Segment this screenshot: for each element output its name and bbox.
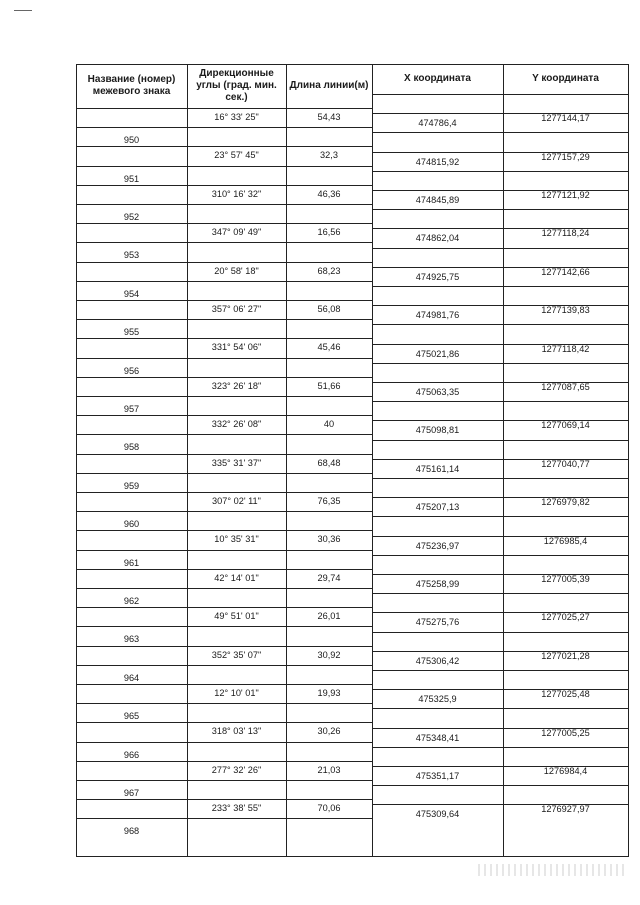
point-y: 1277005,25	[541, 728, 590, 738]
segment-length: 19,93	[317, 688, 341, 698]
row-line-right	[372, 401, 628, 402]
row-line-left	[76, 377, 372, 378]
point-x: 475275,76	[415, 617, 460, 627]
table-top-line	[76, 64, 629, 65]
row-line-left	[76, 550, 372, 551]
row-line-left	[76, 684, 372, 685]
point-name: 962	[123, 596, 140, 606]
row-line-left	[76, 530, 372, 531]
point-name: 955	[123, 327, 140, 337]
row-line-right	[372, 632, 628, 633]
header-x: X координата	[404, 73, 471, 84]
row-line-left	[76, 185, 372, 186]
row-line-left	[76, 204, 372, 205]
row-line-left	[76, 319, 372, 320]
header-angles: Дирекционные углы (град. мин. сек.)	[196, 68, 277, 103]
row-line-left	[76, 665, 372, 666]
segment-length: 30,36	[317, 534, 341, 544]
header-y: Y координата	[532, 73, 599, 84]
row-line-right	[372, 132, 628, 133]
point-name: 953	[123, 250, 140, 260]
row-line-left	[76, 300, 372, 301]
row-line-right	[372, 555, 628, 556]
segment-length: 51,66	[317, 381, 341, 391]
row-line-left	[76, 626, 372, 627]
point-name: 961	[123, 558, 140, 568]
header-length: Длина линии(м)	[289, 80, 369, 91]
point-y: 1277069,14	[541, 420, 590, 430]
point-x: 475207,13	[415, 502, 460, 512]
row-line-left	[76, 511, 372, 512]
point-name: 957	[123, 404, 140, 414]
point-x: 475325,9	[418, 694, 457, 704]
segment-angle: 16° 33' 25"	[214, 112, 259, 122]
point-y: 1277118,42	[541, 344, 590, 354]
segment-angle: 42° 14' 01"	[214, 573, 259, 583]
segment-angle: 331° 54' 06"	[211, 342, 262, 352]
segment-angle: 49° 51' 01"	[214, 611, 259, 621]
point-x: 475021,86	[415, 349, 460, 359]
segment-length: 70,06	[317, 803, 341, 813]
point-x: 475309,64	[415, 809, 460, 819]
segment-length: 30,92	[317, 650, 341, 660]
segment-length: 68,48	[317, 458, 341, 468]
point-y: 1276927,97	[541, 804, 590, 814]
row-line-left	[76, 588, 372, 589]
segment-length: 68,23	[317, 266, 341, 276]
point-name: 959	[123, 481, 140, 491]
row-line-left	[76, 569, 372, 570]
row-line-left	[76, 108, 372, 109]
segment-angle: 277° 32' 26"	[211, 765, 262, 775]
row-line-left	[76, 473, 372, 474]
point-y: 1277021,28	[541, 651, 590, 661]
row-line-left	[76, 434, 372, 435]
point-name: 964	[123, 673, 140, 683]
row-line-right	[372, 670, 628, 671]
row-line-left	[76, 281, 372, 282]
header-name: Название (номер) межевого знака	[87, 74, 176, 97]
segment-angle: 347° 09' 49"	[211, 227, 262, 237]
row-line-left	[76, 492, 372, 493]
point-x: 475258,99	[415, 579, 460, 589]
segment-angle: 20° 58' 18"	[214, 266, 259, 276]
segment-angle: 233° 38' 55"	[211, 803, 262, 813]
segment-length: 26,01	[317, 611, 341, 621]
point-y: 1276979,82	[541, 497, 590, 507]
row-line-left	[76, 223, 372, 224]
segment-angle: 10° 35' 31"	[214, 534, 259, 544]
segment-length: 29,74	[317, 573, 341, 583]
point-y: 1277121,92	[541, 190, 590, 200]
segment-angle: 23° 57' 45"	[214, 150, 259, 160]
row-line-left	[76, 358, 372, 359]
point-y: 1277025,48	[541, 689, 590, 699]
point-x: 475236,97	[415, 541, 460, 551]
point-y: 1276984,4	[543, 766, 588, 776]
row-line-right	[372, 593, 628, 594]
segment-length: 30,26	[317, 726, 341, 736]
row-line-right	[372, 478, 628, 479]
row-line-right	[372, 248, 628, 249]
point-name: 958	[123, 442, 140, 452]
row-line-right	[372, 324, 628, 325]
point-x: 475348,41	[415, 733, 460, 743]
segment-angle: 310° 16' 32"	[211, 189, 262, 199]
row-line-left	[76, 166, 372, 167]
segment-angle: 332° 26' 08"	[211, 419, 262, 429]
point-x: 474845,89	[415, 195, 460, 205]
point-y: 1277157,29	[541, 152, 590, 162]
row-line-left	[76, 703, 372, 704]
row-line-right	[372, 171, 628, 172]
segment-length: 46,36	[317, 189, 341, 199]
row-line-left	[76, 262, 372, 263]
row-line-left	[76, 780, 372, 781]
point-x: 474815,92	[415, 157, 460, 167]
row-line-left	[76, 607, 372, 608]
segment-length: 56,08	[317, 304, 341, 314]
point-name: 951	[123, 174, 140, 184]
row-line-left	[76, 454, 372, 455]
row-line-left	[76, 646, 372, 647]
point-name: 966	[123, 750, 140, 760]
row-line-right	[372, 209, 628, 210]
point-name: 950	[123, 135, 140, 145]
point-name: 965	[123, 711, 140, 721]
point-x: 475161,14	[415, 464, 460, 474]
point-x: 475063,35	[415, 387, 460, 397]
row-line-right	[372, 516, 628, 517]
segment-angle: 323° 26' 18"	[211, 381, 262, 391]
row-line-right	[372, 363, 628, 364]
segment-angle: 352° 35' 07"	[211, 650, 262, 660]
segment-length: 54,43	[317, 112, 341, 122]
point-y: 1277025,27	[541, 612, 590, 622]
point-name: 967	[123, 788, 140, 798]
row-line-left	[76, 396, 372, 397]
segment-length: 21,03	[317, 765, 341, 775]
point-name: 968	[123, 826, 140, 836]
point-y: 1277144,17	[541, 113, 590, 123]
segment-angle: 307° 02' 11"	[212, 496, 261, 506]
row-line-left	[76, 415, 372, 416]
row-line-right	[372, 747, 628, 748]
point-name: 952	[123, 212, 140, 222]
point-x: 475306,42	[415, 656, 460, 666]
point-x: 475351,17	[415, 771, 460, 781]
row-line-right	[372, 286, 628, 287]
point-y: 1277040,77	[541, 459, 590, 469]
point-y: 1277118,24	[541, 228, 590, 238]
segment-length: 76,35	[317, 496, 341, 506]
column-line	[628, 64, 629, 856]
point-x: 475098,81	[415, 425, 460, 435]
segment-length: 40	[323, 419, 335, 429]
point-x: 474981,76	[415, 310, 460, 320]
point-y: 1277142,66	[541, 267, 590, 277]
row-line-left	[76, 127, 372, 128]
row-line-left	[76, 818, 372, 819]
point-y: 1277087,65	[541, 382, 590, 392]
segment-angle: 318° 03' 13"	[211, 726, 262, 736]
segment-length: 45,46	[317, 342, 341, 352]
point-x: 474786,4	[418, 118, 457, 128]
row-line-right	[372, 440, 628, 441]
point-x: 474862,04	[415, 233, 460, 243]
row-line-left	[76, 722, 372, 723]
table-bottom-line	[76, 856, 629, 857]
point-name: 963	[123, 634, 140, 644]
point-name: 956	[123, 366, 140, 376]
scan-noise	[478, 864, 628, 876]
point-y: 1277139,83	[541, 305, 590, 315]
segment-length: 32,3	[320, 150, 338, 160]
row-line-left	[76, 146, 372, 147]
row-line-left	[76, 242, 372, 243]
point-name: 954	[123, 289, 140, 299]
segment-angle: 357° 06' 27"	[211, 304, 262, 314]
row-line-left	[76, 761, 372, 762]
row-line-right	[372, 785, 628, 786]
point-y: 1276985,4	[543, 536, 588, 546]
point-x: 474925,75	[415, 272, 460, 282]
point-name: 960	[123, 519, 140, 529]
row-line-right	[372, 94, 628, 95]
segment-angle: 335° 31' 37"	[211, 458, 262, 468]
point-y: 1277005,39	[541, 574, 590, 584]
row-line-left	[76, 742, 372, 743]
row-line-right	[372, 708, 628, 709]
row-line-left	[76, 799, 372, 800]
row-line-left	[76, 338, 372, 339]
segment-length: 16,56	[317, 227, 341, 237]
segment-angle: 12° 10' 01"	[214, 688, 259, 698]
